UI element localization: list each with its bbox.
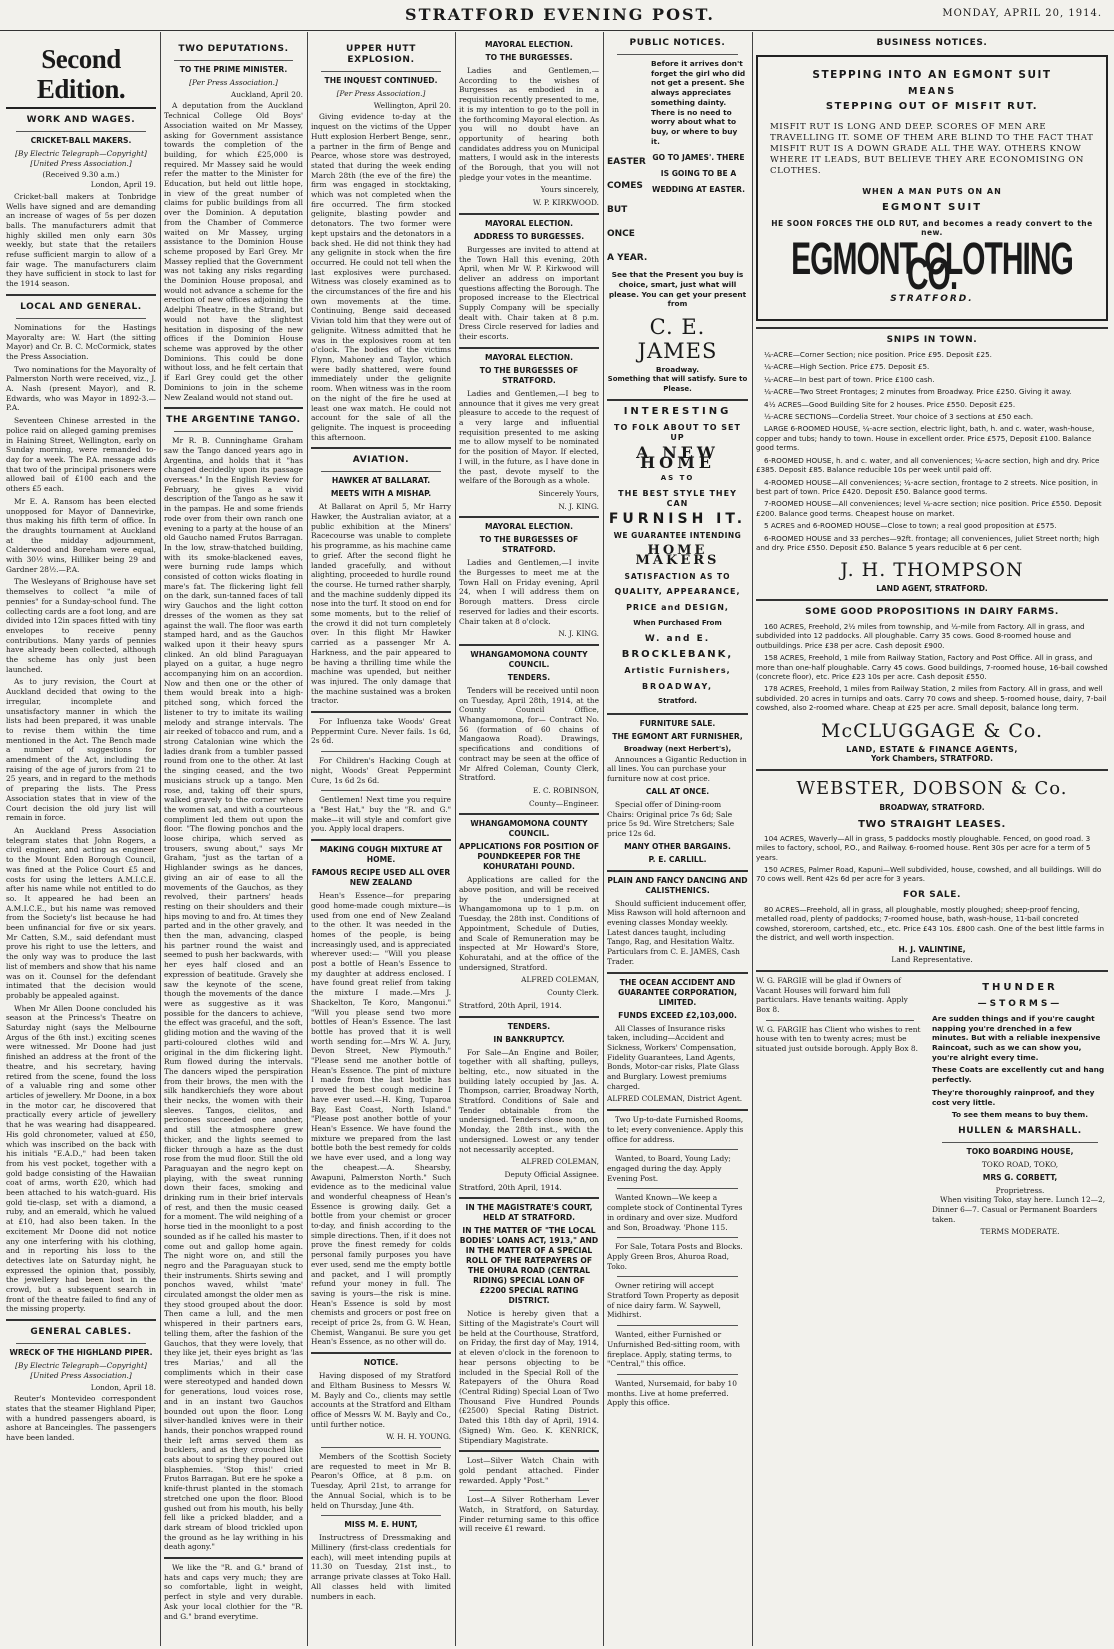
notice-heading: NOTICE. [363,1358,399,1368]
column-3 [311,34,451,1644]
lease-listing: 150 ACRES, Palmer Road, Kapuni—Well subdivided, house, cowshed, and all buildings. Will do 70 cows well. Rent 42s 6d per acre for 3 years. [756,865,1102,884]
notice-body: Members of the Scottish Society are requested to meet in Mr B. Pearon's Office, at 8 p.m. on Tuesday, April 21st, to arrange for the Annual Social, which is to be held on Thursday, June 4th. [311,1452,451,1510]
egmont-ad-line: WHEN A MAN PUTS ON AN [862,187,1002,197]
notice-signature: Deputy Official Assignee. [504,1169,599,1179]
notice-subheading: FUNDS EXCEED £2,103,000. [618,1010,737,1020]
furnisher-ad-line: AS TO [660,473,695,482]
classified-item: Wanted, Nursemaid, for baby 10 months. Live at home preferred. Apply this office. [607,1378,737,1408]
news-item: As to jury revision, the Court at Auckland decided that owing to the irregular, incomplete and unsatisfactory manner in which the lists had been prepared, it was unable to revise them within the time mentioned in the Act. The Bench made a number of suggestions for amendment of the Act, including the raising of the age of jurors from 21 to 25 years, and in regard to the methods of preparing the lists. The Press Association states that in view of the Court decision the old jury list will remain in force. [6,677,156,823]
section-heading: LOCAL AND GENERAL. [20,301,142,312]
boarding-heading: TOKO BOARDING HOUSE, [966,1146,1074,1156]
notice-item: Gentlemen! Next time you require a "Best Hat," buy the "R. and G." make—it will style and comfort give you. Apply local drapers. [311,795,451,834]
column-4 [459,34,599,1644]
notice-subheading: THE EGMONT ART FURNISHER, [612,732,743,742]
notice-body: Ladies and Gentlemen,—I invite the Burgesses to meet me at the Town Hall on Friday evening, April 24, when I will address them on Borough matters. Dress circle reserved for ladies and their escorts. Chair taken at 8 o'clock. [459,558,599,626]
notice-body: Announces a Gigantic Reduction in all lines. You can purchase your furniture now at cost price. [607,754,747,784]
article-body: Giving evidence to-day at the inquest on the victims of the Upper Hutt explosion Herbert Benge, senr., a partner in the firm of Benge and Pearce, whose store was destroyed, stated that during the week ending March 28th (the eve of the fire) the firm was engaged in stocktaking, which was not completed when the fire occurred. The firm stocked gelignite, blasting powder and detonators. The two former were kept upstairs and the detonators in a back shed. He did not think they had any gelignite in stock when the fire occurred. He could not tell when the last explosives were purchased. Witness was closely examined as to the circumstances of the fire and his own movements at the time. Continuing, Benge said deceased Vivian told him that they were out of gelignite. Witness admitted that he was in the explosives room at ten o'clock. The bodies of the victims Flynn, Mahoney and Taylor, which were badly shattered, were found immediately under the gelignite room. When witness was in the room on the night of the fire he used at least one wax match. He could not account for the sale of all the gelignite. The inquest is proceeding this afternoon. [311,112,451,442]
section-heading: GENERAL CABLES. [30,1327,132,1338]
farm-listing: 160 ACRES, Freehold, 2½ miles from township, and ½-mile from Factory. All in grass, and subdivided into 12 paddocks. All ploughable. Carry 35 cows. Good 8-roomed house and outbuildings. Price £38 per acre. Cash deposit £900. [756,622,1085,650]
egmont-ad-line: MEANS [907,85,957,97]
advert-heading: THUNDER [982,981,1058,993]
news-item: Nominations for the Hastings Mayoralty are: W. Hart (the sitting Mayor) and Cr. B. C. McCormick, states the Press Association. [6,322,156,361]
notice-heading: MAYORAL ELECTION. [484,522,574,532]
dateline: Auckland, April 20. [230,89,303,99]
furnisher-ad-line: PRICE and DESIGN, [626,603,729,613]
article-body: A deputation from the Auckland Technical College Old Boys' Association waited on Mr Massey, asking for Government assistance towards the completion of the building, for which £25,000 is required. Mr Massey said he would refer the matter to the Minister for Education, but held out little hope, in view of the great number of claims for public buildings from all over the Dominion. A deputation from the Chamber of Commerce waited on Mr Massey, urging assistance to the Dominion House scheme proposed by Earl Grey. Mr Massey replied that the Government was not taking any risks regarding the Dominion House proposal, and would not advance a scheme for the erection of new offices adjoining the Adelphi Theatre, in the Strand, but would not have the slightest hesitation in disposing of the new offices if the Dominion House scheme was approved by the other Dominions. This could be done without loss, and he felt certain that if Earl Grey could get the other Dominions to join in the scheme New Zealand would not stand out. [164,101,303,402]
notice-body: Having disposed of my Stratford and Eltham Business to Messrs W. M. Bayly and Co., clients may settle accounts at the Stratford and Eltham office of Messrs W. M. Bayly and Co., until further notice. [311,1371,451,1429]
notice-signature: Sincerely Yours, [538,488,599,498]
advertiser-name: C. E. JAMES [637,315,718,364]
egmont-town: STRATFORD. [890,294,974,305]
easter-advert-intro: Before it arrives don't forget the girl who did not get a present. She always appreciates something dainty. There is no need to worry about what to buy, or where to buy it. [651,59,746,146]
newspaper-title: STRATFORD EVENING POST. [405,5,715,24]
advertiser-signature: Land Representative. [891,955,973,965]
egmont-ad-body: MISFIT RUT IS LONG AND DEEP. SCORES OF MEN ARE TRAVELLING IT. SOME OF THEM ARE BLIND TO THE FACT THAT MISFIT RUT IS A DOWN GRADE ALL THE WAY. OTHERS KNOW WHERE IT LEADS, BUT BELIEVE THEY ARE ECONOMISING ON CLOTHES. [770,122,1094,177]
property-listing: ¼-ACRE—High Section. Price £75. Deposit £5. [764,362,930,372]
edition-title: Second Edition. [6,44,156,109]
column-1 [6,34,156,1644]
dateline: London, April 19. [90,180,156,190]
snips-list [756,350,1108,552]
section-heading: PUBLIC NOTICES. [629,38,726,48]
boarding-role: Proprietress. [995,1185,1045,1195]
furnisher-ad-line: THE BEST STYLE THEY CAN [618,489,737,509]
notice-body: Should sufficient inducement offer, Miss Rawson will hold afternoon and evening classes Monday weekly. Latest dances taught, including Tango, Rag, and Hesitation Waltz. Particulars from C. E. JAMES, Cash Trader. [607,898,747,966]
thunder-advert [932,976,1108,1237]
egmont-clothing-logo: EGMONT CLOTHING CO. [791,235,1073,300]
property-listing: 7-ROOMED HOUSE—All conveniences; level ¼-acre section; nice position. Price £550. Deposit £200. Balance good terms. Cheapest house on market. [756,499,1102,518]
property-listing: ¼-ACRE—Two Street Frontages; 2 minutes from Broadway. Price £250. Giving it away. [764,387,1072,397]
article-body: Hean's Essence—for preparing good home-made cough mixture—is used from one end of New Zealand to the other. It was needed in the homes of the people, is being increasingly used, and is appreciated wherever used:— "Will you please post a bottle of Hean's Essence to my daughter at address enclosed. I have found great relief from taking the mixture I made.—Mrs J. Shackelton, Te Koro, Mangonui." "Will you please send two more bottles of Hean's Essence. The last bottle has proved that it is well worth sending for.—Mrs W. A. Jury, Devon Street, New Plymouth." "Please send me another bottle of Hean's Essence. The pint of mixture I made from the last bottle has proved the best cough medicine I have ever used.—H. King, Tuparoa Bay, East Coast, North Island." "Please post another bottle of your Hean's Essence. We have found the mixture we prepared from the last bottle both the best remedy for colds we have ever used, and a long way the cheapest.—A. Shearsby, Awapuni, Palmerston North." Such evidence as to the medicinal value and wonderful cheapness of Hean's Essence is growing daily. Get a bottle from your chemist or grocer to-day, and finish according to the simple directions. Then, if it does not prove the finest remedy for colds personal family purposes you have ever used, send me the empty bottle and packet, and I will promptly refund your money in full. The saving is yours—the risk is mine. Hean's Essence is sold by most chemists and grocers or post free on receipt of price 2s, from G. W. Hean, Chemist, Wanganui. Be sure you get Hean's Essence, as no other will do. [311,891,451,1347]
boarding-owner: MRS G. CORBETT, [982,1172,1058,1182]
notice-signature: Yours sincerely, [540,185,599,195]
notice-callout: CALL AT ONCE. [645,786,710,796]
article-body: Cricket-ball makers at Tonbridge Wells have signed and are demanding an increase of wages of 5s per dozen balls. The manufacturers admit that highly skilled men only earn 30s weekly, but state that the retailers refuse sufficient margin to allow of a fair wage. The manufacturers claim they have sufficient in stock to last for the 1914 season. [6,191,156,289]
issue-date: MONDAY, APRIL 20, 1914. [942,8,1102,19]
article-body: Reuter's Montevideo correspondent states that the steamer Highland Piper, with a hundred passengers aboard, is ashore at Banceingles. The passengers have been landed. [6,1394,156,1443]
egmont-advert [756,55,1108,321]
dateline: London, April 18. [90,1382,156,1392]
notice-callout: MANY OTHER BARGAINS. [624,841,731,851]
news-item: When Mr Allen Doone concluded his season at the Princess's Theatre on Saturday night (says the Melbourne Argus of the 6th inst.) exciting scenes were witnessed. Mr Doone had just finished an address at the front of the theatre, and his secretary, having retired from the scene, found the loss of a valuable ring and some other articles of jewellery. Mr Doone, in a box in the motor car, he discovered that practically every article of jewellery that he was wearing had disappeared. His gold chronometer, valued at £50, which was inscribed on the back with his initials "E.A.D.," had been taken from his vest pocket, together with a gold badge consisting of the Hawaiian coat of arms, worth £20, which had been attached to his watch-guard. His gold tie-clasp, set with a diamond, a ruby, and an emerald, which he valued at £10, had also been taken. In the excitement Mr Doone did not notice any one interfering with his clothing, and in reporting his loss to the detectives late on Saturday night, he expressed the opinion that, possibly, the jewellery had been lost in the crowd, but a subsequent search in front of the theatre failed to find any of the missing property. [6,1003,156,1314]
notice-heading: TENDERS. [507,1021,551,1031]
wire-credit: [Per Press Association.] [189,78,278,87]
boarding-terms: TERMS MODERATE. [980,1227,1060,1237]
notice-heading: PLAIN AND FANCY DANCING AND CALISTHENICS. [607,875,748,895]
notice-date: Stratford, 20th April, 1914. [459,1000,562,1010]
classified-item: Wanted, either Furnished or Unfurnished Bed-sitting room, with fireplace. Apply, stating terms, to "Central," this office. [607,1330,741,1369]
egmont-ad-line: EGMONT SUIT [881,201,983,213]
advert-rg-hats: We like the "R. and G." brand of hats and caps very much; they are so comfortable, light in weight, perfect in style and very durable. Ask your local clothier for the "R. and G." brand everytime. [164,1563,303,1621]
notice-heading: MAYORAL ELECTION. [484,40,574,49]
advertiser-tagline: LAND AGENT, STRATFORD. [876,584,988,594]
article-heading: MAKING COUGH MIXTURE AT HOME. [319,845,443,865]
article-heading: CRICKET-BALL MAKERS. [30,136,132,145]
farm-listing: 158 ACRES, Freehold, 1 mile from Railway Station, Factory and Post Office. All in grass, and more than one-half ploughable. Carry 45 cows. Good buildings, 7-roomed house, 16-bail cowshed (concrete floor), etc. Price £23 10s per acre. Cash deposit £550. [756,653,1108,682]
article-subheading: HAWKER AT BALLARAT. [331,476,431,486]
notice-body: Applications are called for the above position, and will be received by the undersigned at Whangamomona up to 1 p.m. on Tuesday, the 28th inst. Conditions of Appointment, Schedule of Duties, and Scale of Remuneration may be inspected at Mr Howard's Store, Kohuratahi, and at the office of the undersigned, Stratford. [459,875,599,972]
advert-body: These Coats are excellently cut and hang perfectly. [932,1065,1105,1085]
bottom-adverts [756,976,1108,1237]
furnisher-street: BROADWAY, [641,681,714,691]
notice-heading: MISS M. E. HUNT, [344,1520,418,1530]
property-listing: ¼-ACRE—Corner Section; nice position. Price £95. Deposit £25. [764,350,992,360]
advert-body: Are sudden things and if you're caught napping you're drenched in a few minutes. But with a reliable inexpensive Raincoat, such as we can show you, you're alright every time. [932,1013,1101,1062]
furnisher-tagline: Artistic Furnishers, [624,665,731,675]
notice-subheading: TO THE BURGESSES OF STRATFORD. [479,535,579,555]
notice-subheading: APPLICATIONS FOR POSITION OF POUNDKEEPER FOR THE KOHURATAHI POUND. [459,842,599,872]
notice-subheading: IN BANKRUPTCY. [493,1034,565,1044]
notice-body: Tenders will be received until noon on Tuesday, April 28th, 1914, at the County Council Office, Whangamomona, for— Contract No. 56 (formation of 60 chains of Mangaowa Road). Drawings, specifications and conditions of contract may be seen at the office of Mr Alfred Coleman, County Clerk, Stratford. [459,685,599,783]
notice-body: For Sale—An Engine and Boiler, together with all shafting, pulleys, belting, etc., now situated in the building lately occupied by Jas. A. Thompson, carrier, Broadway North, Stratford. Conditions of Sale and Tender obtainable from the undersigned. Tenders close noon, on Monday, the 28th inst., with the undersigned. Lowest or any tender not necessarily accepted. [459,1047,599,1154]
section-heading: SNIPS IN TOWN. [886,335,978,346]
article-subheading: MEETS WITH A MISHAP. [330,489,432,499]
furnisher-ad-line: QUALITY, APPEARANCE, [614,587,741,597]
notice-signature: W. H. H. YOUNG. [386,1432,451,1442]
wire-credit: [By Electric Telegraph—Copyright] [United Press Association.] [15,149,147,168]
notice-signature: ALFRED COLEMAN, District Agent. [607,1094,743,1104]
notice-signature: N. J. KING. [558,629,599,639]
article-heading: THE ARGENTINE TANGO. [166,415,301,426]
property-listing: ¼-ACRE—In best part of town. Price £100 cash. [764,374,935,384]
advertiser-name: J. H. THOMPSON [840,559,1024,582]
notice-signature: N. J. KING. [558,501,599,511]
section-heading: SOME GOOD PROPOSITIONS IN DAIRY FARMS. [805,607,1059,618]
furnisher-name: BROCKLEBANK, [621,649,734,661]
property-listing: 6-ROOMED HOUSE, h. and c. water, and all conveniences; ¼-acre section, high and dry. Price £385. Deposit £85. Balance reducible 10s per week until paid off. [756,455,1100,475]
section-heading: TWO STRAIGHT LEASES. [858,818,1006,830]
notice-signature: County Clerk. [547,988,599,998]
property-listing: LARGE 6-ROOMED HOUSE, ¼-acre section, electric light, bath, h. and c. water, wash-house, copper and tubs; handy to town. House in excellent order. Price £575, Deposit £100. Balance good terms. [756,424,1095,453]
notice-heading: FURNITURE SALE. [639,719,716,729]
notice-heading: WHANGAMOMONA COUNTY COUNCIL. [470,649,588,669]
notice-subheading: TO THE BURGESSES. [485,53,573,62]
notice-signature: P. E. CARLILL. [648,854,707,864]
received-time: (Received 9.30 a.m.) [42,170,120,180]
classified-item: W. G. FARGIE has Client who wishes to rent house with ten to twenty acres; must be situated just outside borough. Apply Box 8. [756,1024,921,1054]
classified-lost: Lost—Silver Watch Chain with gold pendant attached. Finder rewarded. Apply "Post." [459,1456,599,1485]
article-heading: WRECK OF THE HIGHLAND PIPER. [9,1348,153,1358]
column-6 [756,34,1108,1644]
furnisher-ad-line: When Purchased From [633,618,722,627]
notice-subheading: TO THE BURGESSES OF STRATFORD. [479,365,579,385]
notice-signature: County—Engineer. [529,798,599,808]
lease-listing: 104 ACRES, Waverly—All in grass, 5 paddocks mostly ploughable. Fenced, on good road. 3 miles to factory, school, P.O., and Railway. 6-roomed house. Rent 30s per acre for a term of 5 years. [756,833,1091,862]
property-listing: 4½ ACRES—Good Building Site for 2 houses. Price £550. Deposit £25. [764,399,1016,409]
lease-list [756,834,1108,884]
notice-heading: WHANGAMOMONA COUNTY COUNCIL. [470,819,588,839]
property-listing: 5 ACRES and 6-ROOMED HOUSE—Close to town; a real good proposition at £575. [764,521,1057,531]
property-listing: 6-ROOMED HOUSE and 33 perches—92ft. frontage; all conveniences, Juliet Street north; high and dry. Price £550. Deposit £50. Balance 5 years reducible at 6 per cent. [756,533,1100,552]
easter-advert-left: EASTER COMES BUT ONCE A YEAR. [607,157,648,264]
notice-signature: ALFRED COLEMAN, [521,975,599,985]
furnisher-ad-line: INTERESTING [623,406,732,418]
news-item: Two nominations for the Mayoralty of Palmerston North were received, viz., J. A. Nash (present Mayor), and R. Edwards, who was Mayor in 1892-3.—P.A. [6,364,156,413]
classified-item: Wanted, to Board, Young Lady; engaged during the day. Apply Evening Post. [607,1154,731,1183]
furnisher-ad-line: FURNISH IT. [608,510,747,527]
advertiser-tagline: LAND, ESTATE & FINANCE AGENTS, [846,744,1018,754]
boarding-body: When visiting Toko, stay here. Lunch 12—2, Dinner 6—7. Casual or Permanent Boarders taken. [932,1195,1106,1224]
section-heading: FOR SALE. [902,889,961,900]
advertiser-street: BROADWAY, STRATFORD. [879,803,985,813]
advertiser-name: WEBSTER, DOBSON & Co. [796,778,1068,800]
advertiser-signature: H. J. VALINTINE, [898,945,966,955]
dairy-list [756,622,1108,713]
notice-body: Ladies and Gentlemen,— According to the wishes of Burgesses as embodied in a requisition recently presented to me, it is my intention to go to the poll in the forthcoming Mayoral election. As you will no doubt have an opportunity of hearing both candidates address you on Municipal matters, I would ask in the interests of the Borough, that you will not pledge your votes in the meantime. [459,66,599,182]
boarding-address: TOKO ROAD, TOKO, [981,1159,1059,1169]
column-rule [160,32,161,1646]
farm-listing: 80 ACRES—Freehold, all in grass, all ploughable, mostly ploughed; sheep-proof fencing, metalled road, plenty of paddocks; 7-roomed house, bath, wash-house, 11-bail concreted cowshed, storeroom, cartshed, etc., etc. Price £43 10s. £800 cash. One of the best little farms in the district, and well worth inspection. [756,904,1105,943]
article-heading: TWO DEPUTATIONS. [178,44,289,54]
section-heading: WORK AND WAGES. [26,115,136,125]
notice-subheading: TENDERS. [507,672,551,682]
notice-signature: E. C. ROBINSON, [532,785,599,795]
article-body: At Ballarat on April 5, Mr Harry Hawker, the Australian aviator, at a public exhibition at the Miners' Racecourse was unable to complete his programme, as his machine came to grief. After the second flight he landed gracefully, and without alighting, proceeded to hurdle round the course. He turned rather sharply, and the machine suddenly dipped its nose into the turf. It stood on end for some moments, but to the relief of the crowd it did not turn completely over. In this flight Mr Hawker carried as a passenger Mr A. Harkness, and the pair appeared to be having a thrilling time while the machine was upended, but neither was injured. The only damage that the machine sustained was a broken tractor. [311,502,451,706]
advert-subheading: —STORMS— [977,998,1063,1009]
article-subheading: TO THE PRIME MINISTER. [179,65,288,74]
advert-body: They're thoroughly rainproof, and they cost very little. [932,1087,1095,1107]
advert-body: To see them means to buy them. [951,1110,1089,1120]
furnisher-ad-line: WE GUARANTEE INTENDING [613,530,742,540]
property-listing: ½-ACRE SECTIONS—Cordelia Street. Your choice of 3 sections at £50 each. [764,412,1034,422]
news-item: The Wesleyans of Brighouse have set themselves to collect "a mile of pennies" for a Sunday-school fund. The collecting cards are a foot long, and are divided into 12in spaces fitted with tiny envelopes to receive penny contributions. Many yards of pennies have already been collected, although the scheme has only just been launched. [6,577,156,674]
news-item: An Auckland Press Association telegram states that John Rogers, a civil engineer, and acting as engineer to the Mount Eden Borough Council, was fined at the Police Court £5 and costs for using the letters A.M.I.C.E. after his name while not entitled to do so. It appeared he had been an A.M.I.C.E., but his name was removed from the Society's list because he had been unfinancial for five or six years. Mr Catten, S.M., said defendant must prove his right to use the letters, and the only way was to produce the last list of members and show that his name was on it. Counsel for the defendant intimated that the decision would probably be appealed against. [6,826,156,1000]
advertiser-tagline: Something that will satisfy. Sure to Please. [607,374,748,393]
classified-item: For Sale, Totara Posts and Blocks. Apply Green Bros, Ahuroa Road, Toko. [607,1242,743,1271]
furnisher-town: Stratford. [658,697,697,706]
news-item: Mr E. A. Ransom has been elected unopposed for Mayor of Dannevirke, thus making his fifth term of office. In the draughts tournament at Auckland at the midday adjournment, Calderwood and Boreham were equal, with 30½ wins, Hilliker being 29 and Gardner 28½.—P.A. [6,496,156,574]
column-rule [307,32,308,1646]
classified-item: Owner retiring will accept Stratford Town Property as deposit of nice dairy farm. W. Saywell, Midhirst. [607,1281,740,1320]
advertiser-address: York Chambers, STRATFORD. [871,754,993,764]
column-5 [607,34,748,1644]
classified-item: Wanted Known—We keep a complete stock of Continental Tyres in ordinary and over size. Mudford and Son, Broadway. 'Phone 115. [607,1193,743,1232]
notice-heading: MAYORAL ELECTION. [484,352,574,362]
column-rule [752,32,753,1646]
article-body: Mr R. B. Cunninghame Graham saw the Tango danced years ago in Argentina, and holds that it "has changed decidedly upon its passage overseas." In the English Review for February, he gives a vivid description of the Tango as he saw it in the pampas. He and some friends rode over from their own ranch one evening to a party at the house of an old Gaucho named Frutos Barragan. In the low, straw-thatched building, with its smoke-blackened eaves, were burning rude lamps which consisted of cotton wicks floating in mare's fat. The flickering light fell on the dark, sun-tanned faces of tall wiry Gauchos and the light cotton dresses of the women as they sat against the wall. The floor was earth stamped hard, and as the Gauchos walked upon it their heavy spurs clinked. An old blind Paraguayan played on a guitar, a huge negro accompanying him on an accordion. Now and then one or the other of them would break into a high-pitched song, which forced the listener to try to imitate its wailing melody and strange intervals. The air reeked of tobacco and rum, and a strong Catalonian wine which the ladies drank from a tumbler passed round from one to the other. At last the singing ceased, and the two musicians struck up a tango. Men rose, and, taking off their spurs, walked gravely to the corner where the women sat, and with a courteous compliment led them out upon the floor. "The flowing ponchos and the loose chiripa, which served as trousers, swung about," says Mr Graham, "just as the tartan of a Highlander swings as he dances, giving an air of ease to all the movements of the Gauchos, as they revolved, their partners' heads resting on their shoulders and their hips moving to and fro. At times they parted and in the other gravely, and then the man, advancing, clasped his partner round the waist and seemed to push her backwards, with her eyes half closed and an expression of beatitude. Gravely she saw the keynote of the scene, though the movements of the dance were as suggestive as it was possible for the dancers to achieve, the effect was graceful, and the soft, gliding motion and the waving of the parti-coloured clothes wild and original in the dim flickering light. Rum flowed during the intervals. The dancers wiped the perspiration from their brows, the men with the silk handkerchiefs they wore about their necks, the women with their sleeves. Tangos, cielitos, and pericones succeeded one another, and still the atmosphere grew thicker, and the lights seemed to flicker through a haze as the dust rose from the mud floor. Still the old Paraguayan and the negro kept on playing, with the sweat running down their faces, smoking and drinking rum in their brief intervals of rest, and then the music ceased for a moment. The wild neighing of a horse tied in the moonlight to a post sounded as if he called his master to come out and gallop home again. The night wore on, and still the negro and the Paraguayan stuck to their instruments. Shirts sewing and ponchos waved, whilst 'mate' circulated amongst the older men as they stood grouped about the door. Then came a lull, and the men whispered in their partners ears, telling them, after the fashion of the Gauchos, that they were lovely, that they like jet, their eyes bright as 'las tres Marias,' and all the compliments which in their case were stereotyped and handed down for generations, loud voices rose, and in an instant two Gauchos bounded out upon the floor. Long silver-handled knives were in their hands, their ponchos wrapped round their left arms served them as bucklers, and as they crouched like cats about to spring they poured out blasphemies. 'Stop this!' cried Frutos Barragan. But ere he spoke a knife-thrust planted in the stomach stretched one upon the floor. Blood gushed out from his mouth, his belly fell like a pricked bladder, and a dark stream of blood trickled upon the ground as he lay writhing in his death agony." [164,436,303,1552]
easter-advert-right: GO TO JAMES'. THERE IS GOING TO BE A WEDDING AT EASTER. [651,153,746,195]
easter-advert-tail: See that the Present you buy is choice, smart, just what will please. You can get your present from [608,270,747,309]
advertiser-street: Broadway. [655,365,700,375]
notice-heading: IN THE MAGISTRATE'S COURT, HELD AT STRATFORD. [465,1203,593,1223]
fargie-adverts [756,976,924,1237]
notice-street: Broadway (next Herbert's), [623,745,732,754]
column-rule [603,32,604,1646]
farm-listing: 178 ACRES, Freehold, 1 miles from Railway Station, 2 miles from Factory. All in grass, and well subdivided. 20 acres in turnips and oats. Carry 70 cows and sheep. 5-roomed house, dairy, 7-bail cowshed, also 2-roomed whare. Cheap at £25 per acre. Small deposit, balance long term. [756,684,1107,713]
furnisher-ad-line: A NEW HOME [636,443,719,473]
column-2 [164,34,303,1644]
advert-signature: HULLEN & MARSHALL. [958,1125,1082,1136]
news-item: Seventeen Chinese arrested in the police raid on alleged gaming premises in Haining Street, Wellington, early on Sunday morning, were remanded to-day for a week. The P.A. message adds that two of the principal prisoners were allowed bail of £100 each and the others £5 each. [6,416,156,494]
notice-heading: MAYORAL ELECTION. [484,218,574,228]
notice-item: For Influenza take Woods' Great Peppermint Cure. Never fails. 1s 6d, 2s 6d. [311,717,451,746]
notice-subheading: ADDRESS TO BURGESSES. [473,231,585,241]
furnisher-ad-line: TO FOLK ABOUT TO SET UP [614,422,741,442]
easter-advert [607,150,748,270]
notice-body: All Classes of Insurance risks taken, including—Accident and Sickness, Workers' Compensation, Fidelity Guarantees, Land Agents, Bonds, Motor-car risks, Plate Glass and Burglary. Lowest premiums charged. [607,1023,740,1091]
section-heading: BUSINESS NOTICES. [876,38,988,48]
notice-date: Stratford, 20th April, 1914. [459,1182,562,1192]
dateline: Wellington, April 20. [373,100,451,110]
notice-body: Burgesses are invited to attend at the Town Hall this evening, 20th April, when Mr W. P. Kirkwood will deliver an address on important questions affecting the Borough. The proposed increase to the Electrical Supply Company will be specially dealt with. Chair taken at 8 p.m. Dress Circle reserved for ladies and their escorts. [459,244,599,342]
furnisher-ad-line: SATISFACTION AS TO [624,571,731,581]
furnisher-ad-line: HOME MAKERS [635,543,720,568]
egmont-ad-line: STEPPING INTO AN EGMONT SUIT [812,69,1052,81]
wire-credit: [Per Press Association.] [336,89,426,98]
notice-signature: W. P. KIRKWOOD. [532,198,599,208]
notice-body: Notice is hereby given that a Sitting of the Magistrate's Court will be held at the Courthouse, Stratford, on Friday, the first day of May, 1914, at eleven o'clock in the forenoon to hear persons objecting to be included in the Special Roll of the Ratepayers of the Ohura Road (Central Riding) Special Loan of Two Thousand Five Hundred Pounds (£2500) Special Rating District. Dated this 18th day of April, 1914. (Signed) Wm. Geo. K. KENRICK, Stipendiary Magistrate. [459,1309,599,1445]
egmont-ad-line: HE SOON FORCES THE OLD RUT, and becomes a ready convert to the new. [771,218,1093,238]
notice-signature: ALFRED COLEMAN, [521,1157,599,1167]
notice-body: Ladies and Gentlemen,—I beg to announce that it gives me very great pleasure to accede to the request of a very large and influential requisition presented to me asking me to allow myself to be nominated for the position of Mayor. If elected, I will, in the future, as I have done in the past, devote myself to the welfare of the Borough as a whole. [459,388,599,486]
article-subheading: THE INQUEST CONTINUED. [324,76,438,85]
classified-lost: Lost—A Silver Rotherham Lever Watch, in Stratford, on Saturday. Finder returning same to this office will receive £1 reward. [459,1495,599,1534]
wire-credit: [By Electric Telegraph—Copyright] [United Press Association.] [15,1361,147,1380]
masthead [0,0,1114,31]
article-heading: AVIATION. [352,455,410,466]
notice-heading: THE OCEAN ACCIDENT AND GUARANTEE CORPORATION, LIMITED. [617,977,738,1007]
egmont-ad-line: STEPPING OUT OF MISFIT RUT. [825,101,1039,113]
notice-item: For Children's Hacking Cough at night, Woods' Great Peppermint Cure, 1s 6d 2s 6d. [311,756,451,785]
article-heading: UPPER HUTT EXPLOSION. [345,44,417,65]
notice-subheading: IN THE MATTER OF "THE LOCAL BODIES' LOANS ACT, 1913," AND IN THE MATTER OF A SPECIAL ROLL OF THE RATEPAYERS OF THE OHURA ROAD (CENTRAL RIDING) SPECIAL LOAN OF £2200 SPECIAL RATING DISTRICT. [459,1226,599,1306]
classified-item: W. G. FARGIE will be glad if Owners of Vacant Houses will forward him full particulars. Have tenants waiting. Apply Box 8. [756,975,908,1014]
column-rule [455,32,456,1646]
advertiser-name: McCLUGGAGE & Co. [820,719,1044,742]
classified-item: Two Up-to-date Furnished Rooms, to let; every convenience. Apply this office for address. [607,1115,744,1144]
property-listing: 4-ROOMED HOUSE—All conveniences; ¼-acre section, frontage to 2 streets. Nice position, in best part of town. Price £420. Deposit £50. Balance good terms. [756,477,1098,496]
notice-body: Special offer of Dining-room Chairs: Original price 7s 6d; Sale price 5s 9d. Wire Stretchers; Sale price 12s 6d. [607,799,735,838]
furnisher-name: W. and E. [644,633,711,644]
article-subheading: FAMOUS RECIPE USED ALL OVER NEW ZEALAND [311,868,451,888]
notice-body: Instructress of Dressmaking and Millinery (first-class credentials for each), will meet intending pupils at 11.30 on Tuesday, 21st inst., to arrange private classes at Toko Hall. All classes held with limited numbers in each. [311,1533,451,1601]
